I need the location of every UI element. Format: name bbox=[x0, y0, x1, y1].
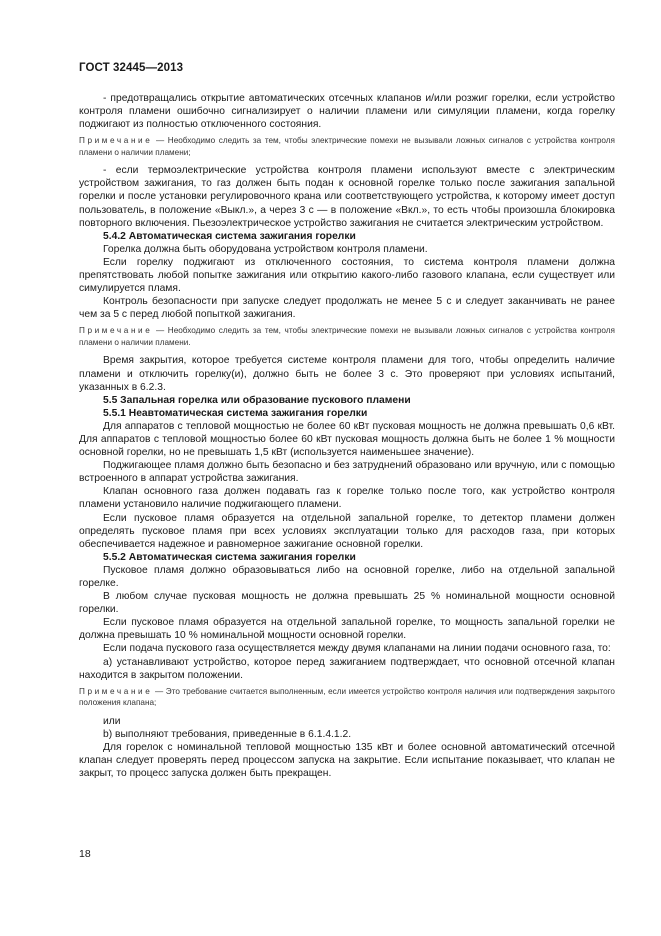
note bbox=[79, 135, 615, 158]
list-item-b: b) выполняют требования, приведенные в 6.1.4.1.2. bbox=[103, 728, 352, 740]
paragraph: Если горелку поджигают из отключенного состояния, то система контроля пламени должна препятствовать любой попытке зажигания или открытию какого-либо газового клапана, если существует или симулируется пламя. bbox=[79, 256, 615, 295]
paragraph: Клапан основного газа должен подавать газ к горелке только после того, как устройство контроля пламени установило наличие поджигающего пламени. bbox=[79, 486, 615, 511]
note-label: Примечание bbox=[79, 136, 153, 146]
paragraph: - если термоэлектрические устройства контроля пламени используют вместе с электрическим устройством зажигания, то газ должен быть подан к основной горелке только после зажигания запальной горелки и после установки регулировочного крана или соответствующего устройства, к которому имеет доступ пользователь, в положение «Выкл.», а через 3 с — в положение «Вкл.», то есть чтобы произошла блокировка повторного включения. Пьезоэлектрическое устройство зажигания не считается электрическим устройством. bbox=[79, 165, 615, 229]
paragraph: Если пусковое пламя образуется на отдельной запальной горелке, то мощность запальной горелки не должна превышать 10 % номинальной мощности основной горелки. bbox=[79, 617, 615, 642]
paragraph: Для аппаратов с тепловой мощностью не более 60 кВт пусковая мощность не должна превышать 0,6 кВт. Для аппаратов с тепловой мощностью более 60 кВт пусковая мощность должна быть не более 1 % мощности основной горелки, но не превышать 1,5 кВт (используется наименьшее значение). bbox=[79, 420, 615, 459]
paragraph: или bbox=[103, 715, 121, 727]
section-heading-5-5: 5.5 Запальная горелка или образование пускового пламени bbox=[103, 394, 411, 406]
note-label: Примечание bbox=[79, 686, 153, 696]
note-label: Примечание bbox=[79, 326, 153, 336]
paragraph: - предотвращались открытие автоматических отсечных клапанов и/или розжиг горелки, если устройство контроля пламени ошибочно сигнализирует о наличии пламени или симуляции пламени, когда горелку поджигают из полностью отключенного состояния. bbox=[79, 93, 615, 131]
paragraph: Горелка должна быть оборудована устройством контроля пламени. bbox=[103, 243, 428, 255]
list-item-a: a) устанавливают устройство, которое перед зажиганием подтверждает, что основной отсечной клапан находится в закрытом положении. bbox=[79, 656, 615, 681]
paragraph: В любом случае пусковая мощность не должна превышать 25 % номинальной мощности основной горелки. bbox=[79, 591, 615, 616]
note-text: — Необходимо следить за тем, чтобы электрические помехи не вызывали ложных сигналов с устройства контроля пламени о наличии пламени; bbox=[79, 136, 615, 157]
page-number: 18 bbox=[79, 848, 91, 860]
paragraph: Поджигающее пламя должно быть безопасно и без затруднений образовано или вручную, или с помощью встроенного в аппарат устройства зажигания. bbox=[79, 460, 615, 485]
note bbox=[79, 686, 615, 709]
paragraph: Если подача пускового газа осуществляется между двумя клапанами на линии подачи основного газа, то: bbox=[103, 643, 611, 655]
section-heading-5-4-2: 5.4.2 Автоматическая система зажигания горелки bbox=[103, 230, 356, 242]
section-heading-5-5-1: 5.5.1 Неавтоматическая система зажигания горелки bbox=[103, 407, 368, 419]
note bbox=[79, 325, 615, 348]
document-body bbox=[79, 92, 615, 780]
paragraph: Пусковое пламя должно образовываться либо на основной горелке, либо на отдельной запальной горелке. bbox=[79, 564, 615, 589]
note-text: — Необходимо следить за тем, чтобы электрические помехи не вызывали ложных сигналов с устройства контроля пламени о наличии пламени. bbox=[79, 326, 615, 347]
paragraph: Время закрытия, которое требуется системе контроля пламени для того, чтобы определить наличие пламени и отключить горелку(и), должно быть не более 3 с. Это проверяют при условиях испытаний, указанных в 6.2.3. bbox=[79, 355, 615, 393]
document-header: ГОСТ 32445—2013 bbox=[79, 62, 184, 74]
paragraph: Если пусковое пламя образуется на отдельной запальной горелке, то детектор пламени должен определять пусковое пламя при всех условиях эксплуатации только для расходов газа, при которых обеспечивается надежное и равномерное зажигание основной горелки. bbox=[79, 512, 615, 550]
note-text: — Это требование считается выполненным, если имеется устройство контроля наличия или подтверждения закрытого положения клапана; bbox=[79, 686, 615, 708]
paragraph: Для горелок с номинальной тепловой мощностью 135 кВт и более основной автоматический отсечной клапан следует проверять перед процессом запуска на закрытие. Если испытание показывает, что клапан не закрыт, то процесс запуска должен быть прекращен. bbox=[79, 741, 615, 780]
paragraph: Контроль безопасности при запуске следует продолжать не менее 5 с и следует заканчивать не ранее чем за 5 с перед любой попыткой зажигания. bbox=[79, 296, 615, 321]
section-heading-5-5-2: 5.5.2 Автоматическая система зажигания горелки bbox=[103, 551, 356, 563]
